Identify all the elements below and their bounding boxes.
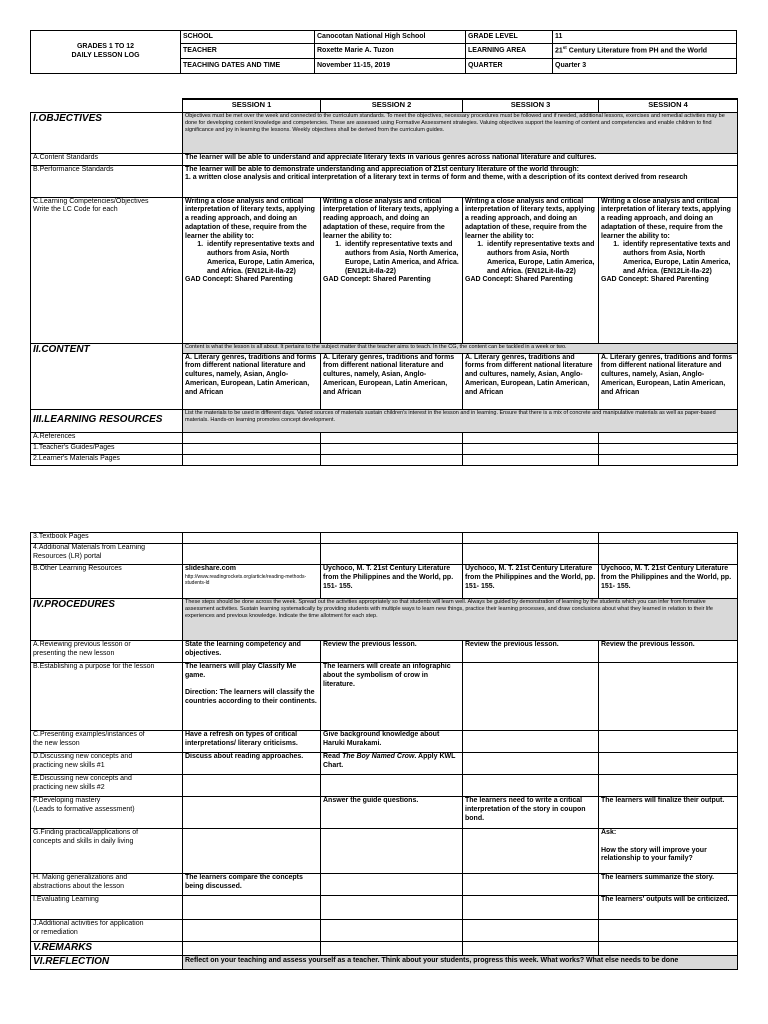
grade-level-value: 11: [553, 31, 737, 44]
competency-session-2: Writing a close analysis and critical interpretation of literary texts, applying a reading approach, and doing an adaptation of these, require from the learner the ability to: 1. identify representative texts and authors from Asia, North America, Europe, Latin America, and Africa. (EN12Lit-Ila-22) GAD Concept: Shared Parenting: [321, 197, 463, 343]
procedure-c-session-1: Have a refresh on types of critical interpretations/ literary criticisms.: [183, 731, 321, 753]
lesson-table-page1: [30, 98, 738, 466]
performance-standards-label: B.Performance Standards: [31, 165, 183, 197]
procedure-f-session-3: The learners need to write a critical interpretation of the story in coupon bond.: [463, 797, 599, 829]
procedure-i-session-4: The learners' outputs will be criticized.: [599, 896, 738, 920]
content-session-2: A. Literary genres, traditions and forms from different national literature and cultures, namely, Asian, Anglo-American, European, Latin American, and African: [321, 353, 463, 409]
procedures-note: These steps should be done across the week. Spread out the activities appropriately so that students will learn well. Always be guided by demonstration of learning by the students which you can infer from formative assessment activities. Sustain learning systematically by providing students with multiple ways to learn new things, practice their learning processes, and draw conclusions about what they learned in relation to their life experiences and previous knowledge. Indicate the time allotment for each step.: [183, 599, 738, 641]
session-3-header: SESSION 3: [463, 99, 599, 112]
content-session-4: A. Literary genres, traditions and forms from different national literature and cultures, namely, Asian, Anglo-American, European, Latin American, and African: [599, 353, 738, 409]
content-note: Content is what the lesson is all about. It pertains to the subject matter that the teacher aims to teach. In the CG, the content can be tackled in a week or two.: [183, 343, 738, 353]
other-resources-session-4: Uychoco, M. T. 21st Century Literature from the Philippines and the World, pp. 151- 155.: [599, 565, 738, 599]
performance-standards-text: The learner will be able to demonstrate understanding and appreciation of 21st century literature of the world through: 1. a written close analysis and critical interpretation of a literary text in terms of form and theme, with a description of its context derived from research: [183, 165, 738, 197]
objectives-note: Objectives must be met over the week and connected to the curriculum standards. To meet the objectives, necessary procedures must be followed and if needed, additional lessons, exercises and remedial activities may be done for developing content knowledge and competencies. These are assessed using Formative Assessment strategies. Valuing objectives support the learning of content and competencies and enable children to find significance and joy in learning the lessons. Weekly objectives shall be derived from the curriculum guides.: [183, 112, 738, 153]
procedure-b-session-2: The learners will create an infographic about the symbolism of crow in literature.: [321, 663, 463, 731]
dates-value: November 11-15, 2019: [315, 59, 466, 74]
content-session-1: A. Literary genres, traditions and forms from different national literature and cultures, namely, Asian, Anglo-American, European, Latin American, and African: [183, 353, 321, 409]
header-table: [30, 30, 737, 74]
learning-resources-note: List the materials to be used in different days. Varied sources of materials sustain children's interest in the lesson and in learning. Ensure that there is a mix of concrete and manipulative materials as well as paper-based materials. Hands-on learning promotes concept development.: [183, 409, 738, 432]
remarks-title: V.REMARKS: [31, 942, 183, 956]
teacher-value: Roxette Marie A. Tuzon: [315, 44, 466, 59]
reflection-title: VI.REFLECTION: [31, 955, 183, 969]
competency-session-1: Writing a close analysis and critical interpretation of literary texts, applying a reading approach, and doing an adaptation of these, require from the learner the ability to: 1. identify representative texts and authors from Asia, North America, Europe, Latin America, and Africa. (EN12Lit-Ila-22) GAD Concept: Shared Parenting: [183, 197, 321, 343]
grade-level-label: GRADE LEVEL: [466, 31, 553, 44]
other-resources-session-1: slideshare.com http://www.readingrockets.org/article/reading-methods-students-ld: [183, 565, 321, 599]
procedure-b-session-1: The learners will play Classify Me game. Direction: The learners will classify the countries according to their continents.: [183, 663, 321, 731]
procedure-f-session-2: Answer the guide questions.: [321, 797, 463, 829]
procedure-h-session-4: The learners summarize the story.: [599, 874, 738, 896]
school-value: Canocotan National High School: [315, 31, 466, 44]
reflection-note: Reflect on your teaching and assess yourself as a teacher. Think about your students, progress this week. What works? What else needs to be done: [183, 955, 738, 969]
learning-area-label: LEARNING AREA: [466, 44, 553, 59]
session-4-header: SESSION 4: [599, 99, 738, 112]
procedure-a-label: A.Reviewing previous lesson or presenting the new lesson: [31, 641, 183, 663]
content-standards-label: A.Content Standards: [31, 153, 183, 165]
procedures-title: IV.PROCEDURES: [31, 599, 183, 641]
other-resources-session-3: Uychoco, M. T. 21st Century Literature from the Philippines and the World, pp. 151- 155.: [463, 565, 599, 599]
content-standards-text: The learner will be able to understand and appreciate literary texts in various genres across national literature and cultures.: [183, 153, 738, 165]
procedure-d-session-1: Discuss about reading approaches.: [183, 753, 321, 775]
blank-corner: [31, 99, 183, 112]
competencies-label: C.Learning Competencies/Objectives Write the LC Code for each: [31, 197, 183, 343]
procedure-g-label: G.Finding practical/applications of concepts and skills in daily living: [31, 829, 183, 874]
content-title: II.CONTENT: [31, 343, 183, 409]
procedure-g-session-4: Ask: How the story will improve your relationship to your family?: [599, 829, 738, 874]
procedure-j-label: J.Additional activities for application or remediation: [31, 920, 183, 942]
procedure-d-session-2: Read The Boy Named Crow. Apply KWL Chart.: [321, 753, 463, 775]
quarter-label: QUARTER: [466, 59, 553, 74]
other-resources-label: B.Other Learning Resources: [31, 565, 183, 599]
procedure-f-label: F.Developing mastery (Leads to formative assessment): [31, 797, 183, 829]
other-resources-session-2: Uychoco, M. T. 21st Century Literature from the Philippines and the World, pp. 151- 155.: [321, 565, 463, 599]
procedure-b-label: B.Establishing a purpose for the lesson: [31, 663, 183, 731]
dates-label: TEACHING DATES AND TIME: [181, 59, 315, 74]
learning-area-value: 21st Century Literature from PH and the World: [553, 44, 737, 59]
lesson-table-page2: [30, 532, 738, 970]
procedure-h-session-1: The learners compare the concepts being discussed.: [183, 874, 321, 896]
grades-title: GRADES 1 TO 12 DAILY LESSON LOG: [31, 31, 181, 74]
school-label: SCHOOL: [181, 31, 315, 44]
procedure-d-label: D.Discussing new concepts and practicing new skills #1: [31, 753, 183, 775]
competency-session-4: Writing a close analysis and critical interpretation of literary texts, applying a reading approach, and doing an adaptation of these, require from the learner the ability to: 1. identify representative texts and authors from Asia, North America, Europe, Latin America, and Africa. (EN12Lit-Ila-22) GAD Concept: Shared Parenting: [599, 197, 738, 343]
objectives-title: I.OBJECTIVES: [31, 112, 183, 153]
learners-materials-label: 2.Learner's Materials Pages: [31, 454, 183, 465]
quarter-value: Quarter 3: [553, 59, 737, 74]
session-1-header: SESSION 1: [183, 99, 321, 112]
procedure-a-session-3: Review the previous lesson.: [463, 641, 599, 663]
procedure-c-label: C.Presenting examples/instances of the new lesson: [31, 731, 183, 753]
procedure-c-session-2: Give background knowledge about Haruki Murakami.: [321, 731, 463, 753]
procedure-i-label: I.Evaluating Learning: [31, 896, 183, 920]
procedure-h-label: H. Making generalizations and abstractions about the lesson: [31, 874, 183, 896]
additional-materials-label: 4.Additional Materials from Learning Resources (LR) portal: [31, 544, 183, 565]
procedure-a-session-1: State the learning competency and objectives.: [183, 641, 321, 663]
references-label: A.References: [31, 432, 183, 443]
procedure-f-session-4: The learners will finalize their output.: [599, 797, 738, 829]
teacher-label: TEACHER: [181, 44, 315, 59]
textbook-label: 3.Textbook Pages: [31, 533, 183, 544]
session-2-header: SESSION 2: [321, 99, 463, 112]
teachers-guide-label: 1.Teacher's Guides/Pages: [31, 443, 183, 454]
content-session-3: A. Literary genres, traditions and forms from different national literature and cultures, namely, Asian, Anglo-American, European, Latin American, and African: [463, 353, 599, 409]
procedure-a-session-2: Review the previous lesson.: [321, 641, 463, 663]
procedure-a-session-4: Review the previous lesson.: [599, 641, 738, 663]
competency-session-3: Writing a close analysis and critical interpretation of literary texts, applying a reading approach, and doing an adaptation of these, require from the learner the ability to: 1. identify representative texts and authors from Asia, North America, Europe, Latin America, and Africa. (EN12Lit-Ila-22) GAD Concept: Shared Parenting: [463, 197, 599, 343]
procedure-e-label: E.Discussing new concepts and practicing new skills #2: [31, 775, 183, 797]
learning-resources-title: III.LEARNING RESOURCES: [31, 409, 183, 432]
